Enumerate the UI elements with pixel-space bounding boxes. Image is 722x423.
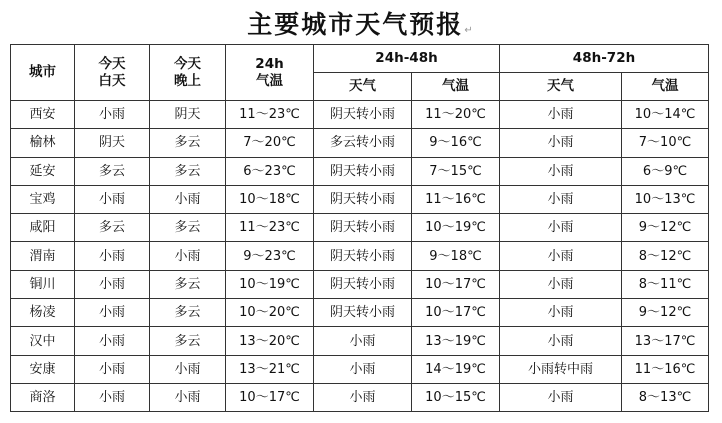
cell-night: 小雨 [150, 242, 226, 270]
cell-w72: 小雨 [500, 185, 622, 213]
page-title-text: 主要城市天气预报 [247, 10, 464, 39]
cell-t72: 7～10℃ [622, 129, 709, 157]
cell-w72: 小雨 [500, 214, 622, 242]
cell-w48: 阴天转小雨 [314, 242, 412, 270]
cell-day: 阴天 [75, 129, 150, 157]
cell-t72: 9～12℃ [622, 299, 709, 327]
cell-day: 小雨 [75, 185, 150, 213]
cell-t48: 7～15℃ [412, 157, 500, 185]
cell-city: 汉中 [11, 327, 75, 355]
cell-w72: 小雨 [500, 299, 622, 327]
cell-t48: 10～19℃ [412, 214, 500, 242]
cell-w72: 小雨 [500, 242, 622, 270]
cell-t72: 6～9℃ [622, 157, 709, 185]
cell-day: 小雨 [75, 355, 150, 383]
cell-t24: 11～23℃ [226, 214, 314, 242]
cell-t72: 11～16℃ [622, 355, 709, 383]
header-24h-48h: 24h-48h [314, 45, 500, 73]
cell-w48: 阴天转小雨 [314, 270, 412, 298]
cell-w48: 阴天转小雨 [314, 157, 412, 185]
cell-t24: 13～21℃ [226, 355, 314, 383]
cell-w72: 小雨 [500, 270, 622, 298]
cell-night: 多云 [150, 214, 226, 242]
cell-t72: 9～12℃ [622, 214, 709, 242]
table-row [11, 383, 709, 411]
cell-night: 小雨 [150, 185, 226, 213]
header-today-day: 今天 白天 [75, 45, 150, 101]
cell-day: 小雨 [75, 327, 150, 355]
cell-t48: 10～17℃ [412, 270, 500, 298]
cell-w48: 阴天转小雨 [314, 299, 412, 327]
table-row [11, 157, 709, 185]
header-city: 城市 [11, 45, 75, 101]
cell-w72: 小雨 [500, 129, 622, 157]
table-row [11, 101, 709, 129]
cell-t72: 8～12℃ [622, 242, 709, 270]
cell-t72: 10～13℃ [622, 185, 709, 213]
cell-city: 铜川 [11, 270, 75, 298]
header-48h-temp: 气温 [412, 73, 500, 101]
cell-t72: 8～13℃ [622, 383, 709, 411]
cell-night: 多云 [150, 129, 226, 157]
cell-t24: 11～23℃ [226, 101, 314, 129]
cell-w48: 小雨 [314, 355, 412, 383]
cell-t72: 13～17℃ [622, 327, 709, 355]
cell-night: 阴天 [150, 101, 226, 129]
cell-night: 小雨 [150, 383, 226, 411]
cell-t24: 10～17℃ [226, 383, 314, 411]
cell-night: 小雨 [150, 355, 226, 383]
header-24h-temp: 24h 气温 [226, 45, 314, 101]
cell-day: 小雨 [75, 242, 150, 270]
cell-t24: 10～20℃ [226, 299, 314, 327]
cell-w48: 阴天转小雨 [314, 214, 412, 242]
cell-city: 安康 [11, 355, 75, 383]
cell-t48: 10～17℃ [412, 299, 500, 327]
cell-w48: 阴天转小雨 [314, 101, 412, 129]
cell-t48: 13～19℃ [412, 327, 500, 355]
cell-city: 咸阳 [11, 214, 75, 242]
cell-t24: 9～23℃ [226, 242, 314, 270]
header-72h-temp: 气温 [622, 73, 709, 101]
cell-w48: 阴天转小雨 [314, 185, 412, 213]
table-row [11, 270, 709, 298]
cell-city: 宝鸡 [11, 185, 75, 213]
cell-t48: 10～15℃ [412, 383, 500, 411]
cell-t48: 9～16℃ [412, 129, 500, 157]
cell-t24: 10～19℃ [226, 270, 314, 298]
cell-w72: 小雨 [500, 101, 622, 129]
cell-w72: 小雨 [500, 157, 622, 185]
cell-t48: 9～18℃ [412, 242, 500, 270]
header-72h-weather: 天气 [500, 73, 622, 101]
cell-t48: 11～16℃ [412, 185, 500, 213]
table-row [11, 185, 709, 213]
header-48h-weather: 天气 [314, 73, 412, 101]
cell-day: 小雨 [75, 270, 150, 298]
cell-w72: 小雨 [500, 383, 622, 411]
cell-city: 渭南 [11, 242, 75, 270]
cell-t24: 13～20℃ [226, 327, 314, 355]
cell-w48: 多云转小雨 [314, 129, 412, 157]
table-row [11, 242, 709, 270]
cell-day: 小雨 [75, 101, 150, 129]
cell-city: 杨凌 [11, 299, 75, 327]
cell-w72: 小雨 [500, 327, 622, 355]
cell-night: 多云 [150, 299, 226, 327]
cell-city: 西安 [11, 101, 75, 129]
cell-w48: 小雨 [314, 383, 412, 411]
cell-night: 多云 [150, 327, 226, 355]
cell-night: 多云 [150, 270, 226, 298]
page-title [0, 8, 722, 48]
cell-day: 小雨 [75, 383, 150, 411]
paragraph-mark-icon: ↵ [464, 25, 475, 36]
weather-forecast-table [10, 44, 709, 412]
table-row [11, 129, 709, 157]
cell-t72: 8～11℃ [622, 270, 709, 298]
table-row [11, 214, 709, 242]
header-today-night: 今天 晚上 [150, 45, 226, 101]
cell-t72: 10～14℃ [622, 101, 709, 129]
cell-day: 多云 [75, 157, 150, 185]
cell-day: 多云 [75, 214, 150, 242]
cell-t24: 7～20℃ [226, 129, 314, 157]
cell-t48: 11～20℃ [412, 101, 500, 129]
cell-city: 商洛 [11, 383, 75, 411]
cell-city: 榆林 [11, 129, 75, 157]
table-row [11, 327, 709, 355]
table-row [11, 299, 709, 327]
cell-t24: 6～23℃ [226, 157, 314, 185]
cell-day: 小雨 [75, 299, 150, 327]
table-row [11, 355, 709, 383]
header-48h-72h: 48h-72h [500, 45, 709, 73]
cell-night: 多云 [150, 157, 226, 185]
cell-t24: 10～18℃ [226, 185, 314, 213]
cell-w48: 小雨 [314, 327, 412, 355]
cell-t48: 14～19℃ [412, 355, 500, 383]
cell-w72: 小雨转中雨 [500, 355, 622, 383]
cell-city: 延安 [11, 157, 75, 185]
